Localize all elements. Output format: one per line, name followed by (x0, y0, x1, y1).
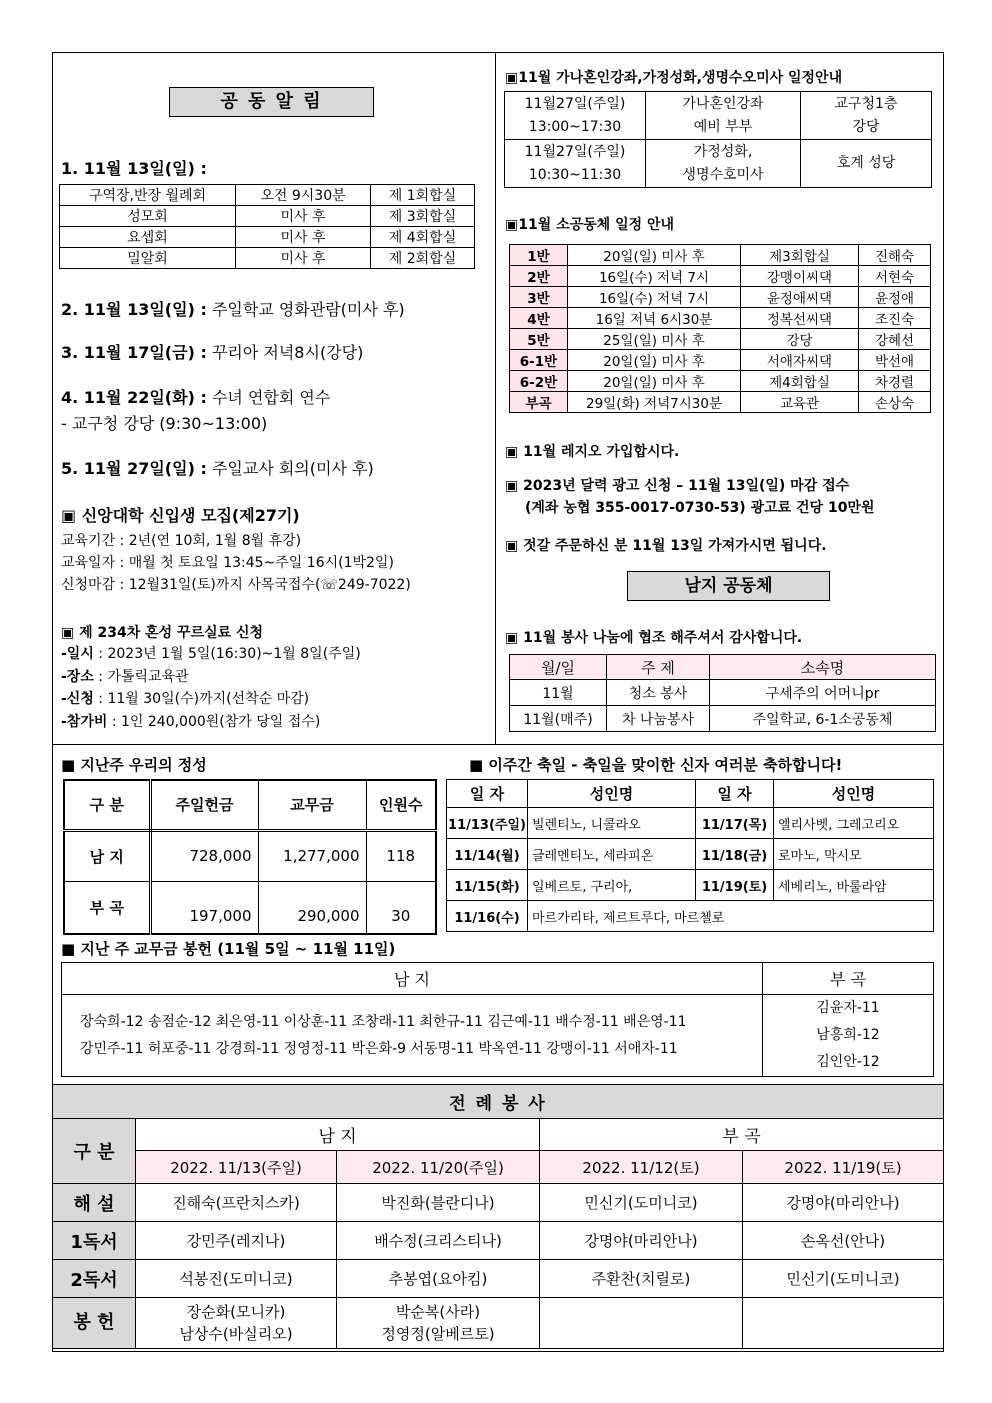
cell: 20일(일) 미사 후 (568, 371, 741, 392)
notice-4-sub: - 교구청 강당 (9:30~13:00) (61, 414, 268, 433)
cell: 16일(수) 저녁 7시 (568, 287, 741, 308)
cell: 11월27일(주일) 13:00~17:30 (505, 92, 646, 140)
header-cell: 구 분 (53, 1119, 136, 1184)
cell: 오전 9시30분 (236, 185, 371, 206)
header-cell: 남 지 (62, 963, 763, 995)
header-cell: 인원수 (366, 780, 436, 830)
header-cell: 교무금 (258, 780, 366, 830)
cell: 강명야(마리안나) (540, 1222, 743, 1260)
cell: 진해숙 (859, 245, 931, 266)
cell: 25일(일) 미사 후 (568, 329, 741, 350)
thanks-notice: ▣ 11월 봉사 나눔에 협조 해주셔서 감사합니다. (505, 630, 803, 646)
cell: 제 3회합실 (371, 206, 475, 227)
cell: 11/19(토) (696, 870, 774, 901)
row-header: 해 설 (53, 1184, 136, 1222)
cell: 남 지 (64, 830, 150, 881)
cell: 마르가리타, 제르트루다, 마르첼로 (528, 901, 934, 932)
cell: 일베르토, 구리아, (528, 870, 696, 901)
cell: 교구청1층 강당 (801, 92, 932, 140)
header-cell: 주일헌금 (150, 780, 258, 830)
cell: 728,000 (150, 830, 258, 881)
cell: 16일(수) 저녁 7시 (568, 266, 741, 287)
cursillo-details (61, 643, 361, 733)
cell: 구역장,반장 월례회 (60, 185, 236, 206)
cell: 제 2회합실 (371, 248, 475, 269)
cell: 엘리사벳, 그레고리오 (774, 808, 934, 839)
cell: 6-2반 (510, 371, 568, 392)
cell: 글레멘티노, 세라피온 (528, 839, 696, 870)
cell: 박순복(사라) 정영정(알베르토) (337, 1298, 540, 1349)
cell: 성모회 (60, 206, 236, 227)
cell: 6-1반 (510, 350, 568, 371)
notice-title: 공 동 알 림 (169, 87, 374, 117)
cell: 1반 (510, 245, 568, 266)
header-cell: 일 자 (447, 780, 528, 808)
tithe-bugok-list: 김윤자-11 남흥희-12 김인안-12 (763, 995, 934, 1077)
cell: 박선애 (859, 350, 931, 371)
cell: 정복선씨댁 (741, 308, 859, 329)
cell: 제 1회합실 (371, 185, 475, 206)
cell: 제4회합실 (741, 371, 859, 392)
header-cell: 2022. 11/19(토) (743, 1151, 944, 1184)
cell: 추봉엽(요아킴) (337, 1260, 540, 1298)
cell: 11월 (510, 680, 607, 706)
cell: 조진숙 (859, 308, 931, 329)
row-header: 2독서 (53, 1260, 136, 1298)
cell: 윤정애 (859, 287, 931, 308)
cell: 손상숙 (859, 392, 931, 413)
cell: 구세주의 어머니pr (710, 680, 936, 706)
notice-3: 3. 11월 17일(금) : 꾸리아 저녁8시(강당) (61, 343, 364, 362)
schedule-title: ▣11월 가나혼인강좌,가정성화,생명수오미사 일정안내 (505, 70, 843, 86)
cell: 11/18(금) (696, 839, 774, 870)
cell: 20일(일) 미사 후 (568, 245, 741, 266)
cell: 빌렌티노, 니콜라오 (528, 808, 696, 839)
cell: 손옥선(안나) (743, 1222, 944, 1260)
header-cell: 월/일 (510, 655, 607, 680)
cell: 배수정(크리스티나) (337, 1222, 540, 1260)
tithe-title: ■ 지난 주 교무금 봉헌 (11월 5일 ~ 11월 11일) (61, 940, 396, 958)
cell: 4반 (510, 308, 568, 329)
cursillo-line: -일시 : 2023년 1월 5일(16:30)~1월 8일(주일) (61, 646, 361, 662)
cell: 미사 후 (236, 248, 371, 269)
cell: 11/14(월) (447, 839, 528, 870)
small-community-table (509, 244, 931, 413)
cell: 민신기(도미니코) (540, 1184, 743, 1222)
header-cell: 2022. 11/13(주일) (136, 1151, 337, 1184)
cell: 서애자씨댁 (741, 350, 859, 371)
cell: 강혜선 (859, 329, 931, 350)
header-cell: 일 자 (696, 780, 774, 808)
cell: 20일(일) 미사 후 (568, 350, 741, 371)
cell: 197,000 (150, 881, 258, 934)
notice-4: 4. 11월 22일(화) : 수녀 연합회 연수 (61, 388, 331, 407)
cell: 미사 후 (236, 206, 371, 227)
header-cell: 2022. 11/12(토) (540, 1151, 743, 1184)
row-header: 1독서 (53, 1222, 136, 1260)
cell: 석봉진(도미니코) (136, 1260, 337, 1298)
cursillo-line: -신청 : 11월 30일(수)까지(선착순 마감) (61, 691, 310, 707)
cell: 서현숙 (859, 266, 931, 287)
cell: 교육관 (741, 392, 859, 413)
cell: 1,277,000 (258, 830, 366, 881)
jeotgal-notice: ▣ 젓갈 주문하신 분 11월 13일 가져가시면 됩니다. (505, 538, 827, 554)
faith-college-title: ▣ 신앙대학 신입생 모집(제27기) (61, 506, 300, 525)
faith-college-details (61, 530, 411, 596)
cell (540, 1298, 743, 1349)
column-divider (495, 52, 496, 744)
offering-title: ■ 지난주 우리의 정성 (61, 756, 207, 774)
cell: 11/15(화) (447, 870, 528, 901)
cell: 가정성화, 생명수호미사 (646, 140, 801, 188)
cell: 제 4회합실 (371, 227, 475, 248)
feast-title: ■ 이주간 축일 - 축일을 맞이한 신자 여러분 축하합니다! (469, 756, 843, 774)
section-divider (52, 744, 944, 745)
header-cell: 성인명 (774, 780, 934, 808)
cell: 박진화(블란디나) (337, 1184, 540, 1222)
cell: 부 곡 (64, 881, 150, 934)
service-table (509, 654, 936, 732)
small-community-title: ▣11월 소공동체 일정 안내 (505, 217, 675, 233)
header-cell: 주 제 (607, 655, 710, 680)
legio-notice: ▣ 11월 레지오 가입합시다. (505, 444, 680, 460)
cell: 16일 저녁 6시30분 (568, 308, 741, 329)
calendar-ad-account: (계좌 농협 355-0017-0730-53) 광고료 건당 10만원 (525, 500, 875, 516)
liturgy-title: 전 례 봉 사 (53, 1085, 944, 1119)
header-cell: 부 곡 (763, 963, 934, 995)
cell: 미사 후 (236, 227, 371, 248)
feast-table (446, 779, 934, 932)
cell: 290,000 (258, 881, 366, 934)
cell: 주일학교, 6-1소공동체 (710, 706, 936, 732)
cursillo-line: -참가비 : 1인 240,000원(참가 당일 접수) (61, 713, 321, 730)
notice-2: 2. 11월 13일(일) : 주일학교 영화관람(미사 후) (61, 300, 405, 319)
liturgy-table (52, 1084, 944, 1349)
cell: 청소 봉사 (607, 680, 710, 706)
cell: 강민주(레지나) (136, 1222, 337, 1260)
cell: 29일(화) 저녁7시30분 (568, 392, 741, 413)
cell: 주환찬(치릴로) (540, 1260, 743, 1298)
schedule-table (504, 91, 932, 188)
tithe-table (61, 962, 934, 1077)
cell: 차 나눔봉사 (607, 706, 710, 732)
cell: 30 (366, 881, 436, 934)
cell: 11월27일(주일) 10:30~11:30 (505, 140, 646, 188)
cell: 11월(매주) (510, 706, 607, 732)
faith-line: 교육기간 : 2년(연 10회, 1월 8월 휴강) (61, 533, 302, 549)
row-header: 봉 헌 (53, 1298, 136, 1349)
cell: 2반 (510, 266, 568, 287)
cell: 부곡 (510, 392, 568, 413)
cell: 118 (366, 830, 436, 881)
cell: 가나혼인강좌 예비 부부 (646, 92, 801, 140)
notice-5: 5. 11월 27일(일) : 주일교사 회의(미사 후) (61, 459, 374, 478)
cell: 11/16(수) (447, 901, 528, 932)
header-cell: 성인명 (528, 780, 696, 808)
namji-community-title: 남지 공동체 (627, 571, 830, 601)
cell: 장순화(모니카) 남상수(바실리오) (136, 1298, 337, 1349)
cell: 요셉회 (60, 227, 236, 248)
header-cell: 부 곡 (540, 1119, 944, 1151)
offering-table (63, 779, 437, 935)
cell: 강명야(마리안나) (743, 1184, 944, 1222)
cell: 제3회합실 (741, 245, 859, 266)
header-cell: 소속명 (710, 655, 936, 680)
cell (743, 1298, 944, 1349)
cell: 11/13(주일) (447, 808, 528, 839)
cell: 호계 성당 (801, 140, 932, 188)
tithe-namji-list: 장숙희-12 송점순-12 최은영-11 이상훈-11 조창래-11 최한규-11 김근예-11 배수정-11 배은영-11 강민주-11 허포중-11 강경희-11 정영정-11 박은화-9 서동명-11 박옥연-11 강맹이-11 서애자-11 (62, 995, 763, 1077)
meeting-table (59, 184, 475, 269)
notice-1: 1. 11월 13일(일) : (61, 159, 207, 178)
cell: 윤정애씨댁 (741, 287, 859, 308)
faith-line: 신청마감 : 12월31일(토)까지 사목국접수(☏249-7022) (61, 577, 411, 593)
cell: 밀알회 (60, 248, 236, 269)
cell: 로마노, 막시모 (774, 839, 934, 870)
cell: 세베리노, 바룰라암 (774, 870, 934, 901)
calendar-ad-notice: ▣ 2023년 달력 광고 신청 – 11월 13일(일) 마감 접수 (505, 478, 850, 494)
faith-line: 교육일자 : 매월 첫 토요일 13:45~주일 16시(1박2일) (61, 555, 394, 571)
cell: 강맹이씨댁 (741, 266, 859, 287)
cell: 강당 (741, 329, 859, 350)
cell: 3반 (510, 287, 568, 308)
header-cell: 2022. 11/20(주일) (337, 1151, 540, 1184)
cell: 11/17(목) (696, 808, 774, 839)
cursillo-title: ▣ 제 234차 혼성 꾸르실료 신청 (61, 625, 264, 641)
header-cell: 구 분 (64, 780, 150, 830)
cursillo-line: -장소 : 가톨릭교육관 (61, 668, 189, 685)
header-cell: 남 지 (136, 1119, 540, 1151)
cell: 차경렬 (859, 371, 931, 392)
cell: 진해숙(프란치스카) (136, 1184, 337, 1222)
cell: 5반 (510, 329, 568, 350)
cell: 민신기(도미니코) (743, 1260, 944, 1298)
